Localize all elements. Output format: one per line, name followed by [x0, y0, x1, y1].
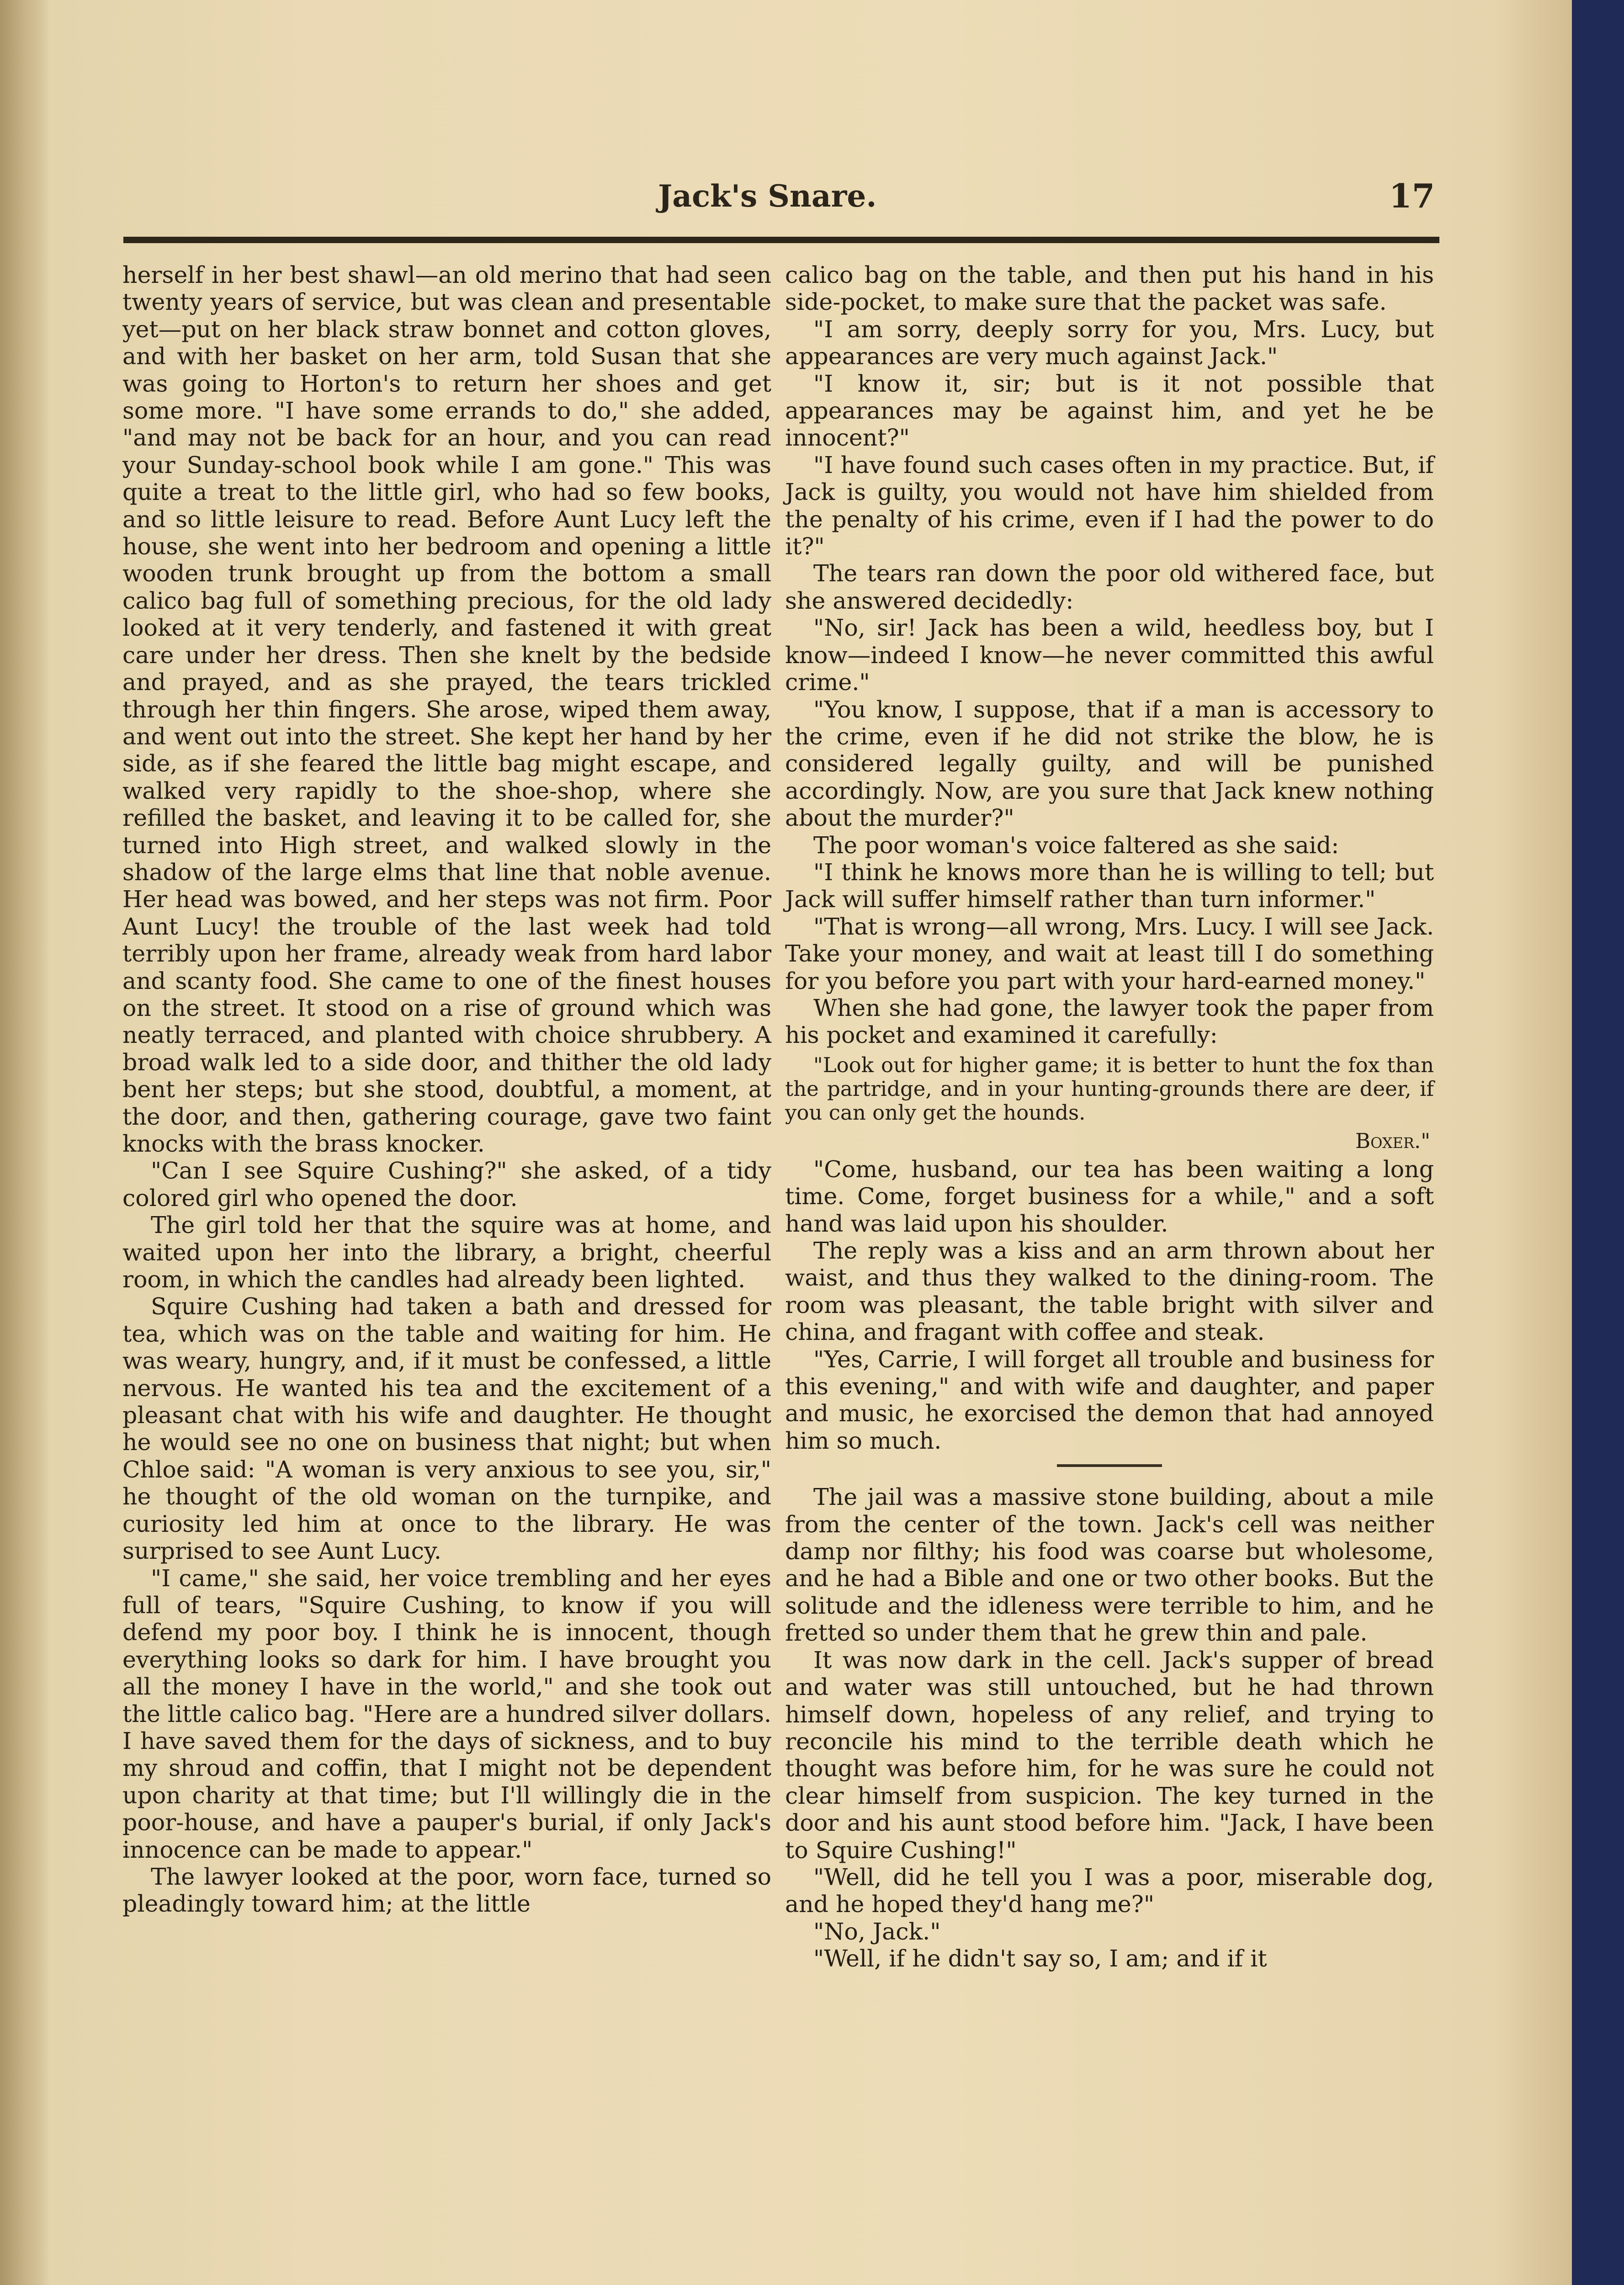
- paragraph: The jail was a massive stone building, about a mile from the center of the town. Jack's cell was neither damp nor filthy; his food was coarse but wholesome, and he had a Bible and one or two other books. But the solitude and the idleness were terrible to him, and he fretted so under them that he grew thin and pale.: [785, 1483, 1434, 1647]
- paragraph: "You know, I suppose, that if a man is accessory to the crime, even if he did not strike the blow, he is considered legally guilty, and will be punished accordingly. Now, are you sure that Jack knew nothing about the murder?": [785, 696, 1434, 832]
- paragraph: "I know it, sir; but is it not possible that appearances may be against him, and yet he be innocent?": [785, 370, 1434, 452]
- paragraph: When she had gone, the lawyer took the paper from his pocket and examined it carefully:: [785, 994, 1434, 1049]
- paragraph: The reply was a kiss and an arm thrown about her waist, and thus they walked to the dining-room. The room was pleasant, the table bright with silver and china, and fragant with coffee and steak.: [785, 1237, 1434, 1346]
- section-separator: [1057, 1464, 1162, 1467]
- paragraph: "That is wrong—all wrong, Mrs. Lucy. I will see Jack. Take your money, and wait at least till I do something for you before you part with your hard-earned money.": [785, 913, 1434, 994]
- left-column: [122, 261, 771, 1918]
- paragraph: calico bag on the table, and then put his hand in his side-pocket, to make sure that the packet was safe.: [785, 261, 1434, 316]
- paragraph: herself in her best shawl—an old merino that had seen twenty years of service, but was clean and presentable yet—put on her black straw bonnet and cotton gloves, and with her basket on her arm, told Susan that she was going to Horton's to return her shoes and get some more. "I have some errands to do," she added, "and may not be back for an hour, and you can read your Sunday-school book while I am gone." This was quite a treat to the little girl, who had so few books, and so little leisure to read. Before Aunt Lucy left the house, she went into her bedroom and opening a little wooden trunk brought up from the bottom a small calico bag full of something precious, for the old lady looked at it very tenderly, and fastened it with great care under her dress. Then she knelt by the bedside and prayed, and as she prayed, the tears trickled through her thin fingers. She arose, wiped them away, and went out into the street. She kept her hand by her side, as if she feared the little bag might escape, and walked very rapidly to the shoe-shop, where she refilled the basket, and leaving it to be called for, she turned into High street, and walked slowly in the shadow of the large elms that line that noble avenue. Her head was bowed, and her steps was not firm. Poor Aunt Lucy! the trouble of the last week had told terribly upon her frame, already weak from hard labor and scanty food. She came to one of the finest houses on the street. It stood on a rise of ground which was neatly terraced, and planted with choice shrubbery. A broad walk led to a side door, and thither the old lady bent her steps; but she stood, doubtful, a moment, at the door, and then, gathering courage, gave two faint knocks with the brass knocker.: [122, 261, 771, 1157]
- paragraph: The girl told her that the squire was at home, and waited upon her into the library, a bright, cheerful room, in which the candles had already been lighted.: [122, 1212, 771, 1293]
- paragraph: "No, Jack.": [813, 1918, 941, 1945]
- paragraph: It was now dark in the cell. Jack's supper of bread and water was still untouched, but he had thrown himself down, hopeless of any relief, and trying to reconcile his mind to the terrible death which he thought was before him, for he was sure he could not clear himself from suspicion. The key turned in the door and his aunt stood before him. "Jack, I have been to Squire Cushing!": [785, 1646, 1434, 1864]
- right-column: [785, 261, 1434, 1972]
- page-header: [119, 174, 1435, 228]
- paragraph: Squire Cushing had taken a bath and dressed for tea, which was on the table and waiting for him. He was weary, hungry, and, if it must be confessed, a little nervous. He wanted his tea and the excitement of a pleasant chat with his wife and daughter. He thought he would see no one on business that night; but when Chloe said: "A woman is very anxious to see you, sir," he thought of the old woman on the turnpike, and curiosity led him at once to the library. He was surprised to see Aunt Lucy.: [122, 1293, 771, 1565]
- header-rule: [123, 237, 1439, 243]
- paragraph: "I came," she said, her voice trembling and her eyes full of tears, "Squire Cushing, to know if you will defend my poor boy. I think he is innocent, though everything looks so dark for him. I have brought you all the money I have in the world," and she took out the little calico bag. "Here are a hundred silver dollars. I have saved them for the days of sickness, and to buy my shroud and coffin, that I might not be dependent upon charity at that time; but I'll willingly die in the poor-house, and have a pauper's burial, if only Jack's innocence can be made to appear.": [122, 1564, 771, 1863]
- paragraph: "I have found such cases often in my practice. But, if Jack is guilty, you would not have him shielded from the penalty of his crime, even if I had the power to do it?": [785, 451, 1434, 560]
- paragraph: "Well, did he tell you I was a poor, miserable dog, and he hoped they'd hang me?": [785, 1863, 1434, 1918]
- page-number: 17: [1389, 176, 1435, 215]
- letter-signature: Boxer.": [1355, 1128, 1430, 1153]
- paragraph: "No, sir! Jack has been a wild, heedless boy, but I know—indeed I know—he never committed this awful crime.": [785, 614, 1434, 696]
- paragraph: The tears ran down the poor old withered face, but she answered decidedly:: [785, 560, 1434, 614]
- paragraph: "I think he knows more than he is willing to tell; but Jack will suffer himself rather than turn informer.": [785, 858, 1434, 913]
- paragraph: The poor woman's voice faltered as she said:: [813, 831, 1339, 859]
- paragraph: "Yes, Carrie, I will forget all trouble and business for this evening," and with wife and daughter, and paper and music, he exorcised the demon that had annoyed him so much.: [785, 1345, 1434, 1454]
- paragraph: "I am sorry, deeply sorry for you, Mrs. Lucy, but appearances are very much against Jack.": [785, 315, 1434, 370]
- paragraph: "Well, if he didn't say so, I am; and if it: [813, 1945, 1267, 1972]
- running-title: Jack's Snare.: [658, 178, 877, 214]
- paragraph: "Come, husband, our tea has been waiting a long time. Come, forget business for a while," and a soft hand was laid upon his shoulder.: [785, 1155, 1434, 1237]
- paragraph: The lawyer looked at the poor, worn face, turned so pleadingly toward him; at the little: [122, 1863, 771, 1918]
- quoted-letter: "Look out for higher game; it is better to hunt the fox than the partridge, and in your hunting-grounds there are deer, if you can only get the hounds.: [785, 1052, 1434, 1125]
- paragraph: "Can I see Squire Cushing?" she asked, of a tidy colored girl who opened the door.: [122, 1157, 771, 1212]
- page-spine-shadow: [0, 0, 50, 2285]
